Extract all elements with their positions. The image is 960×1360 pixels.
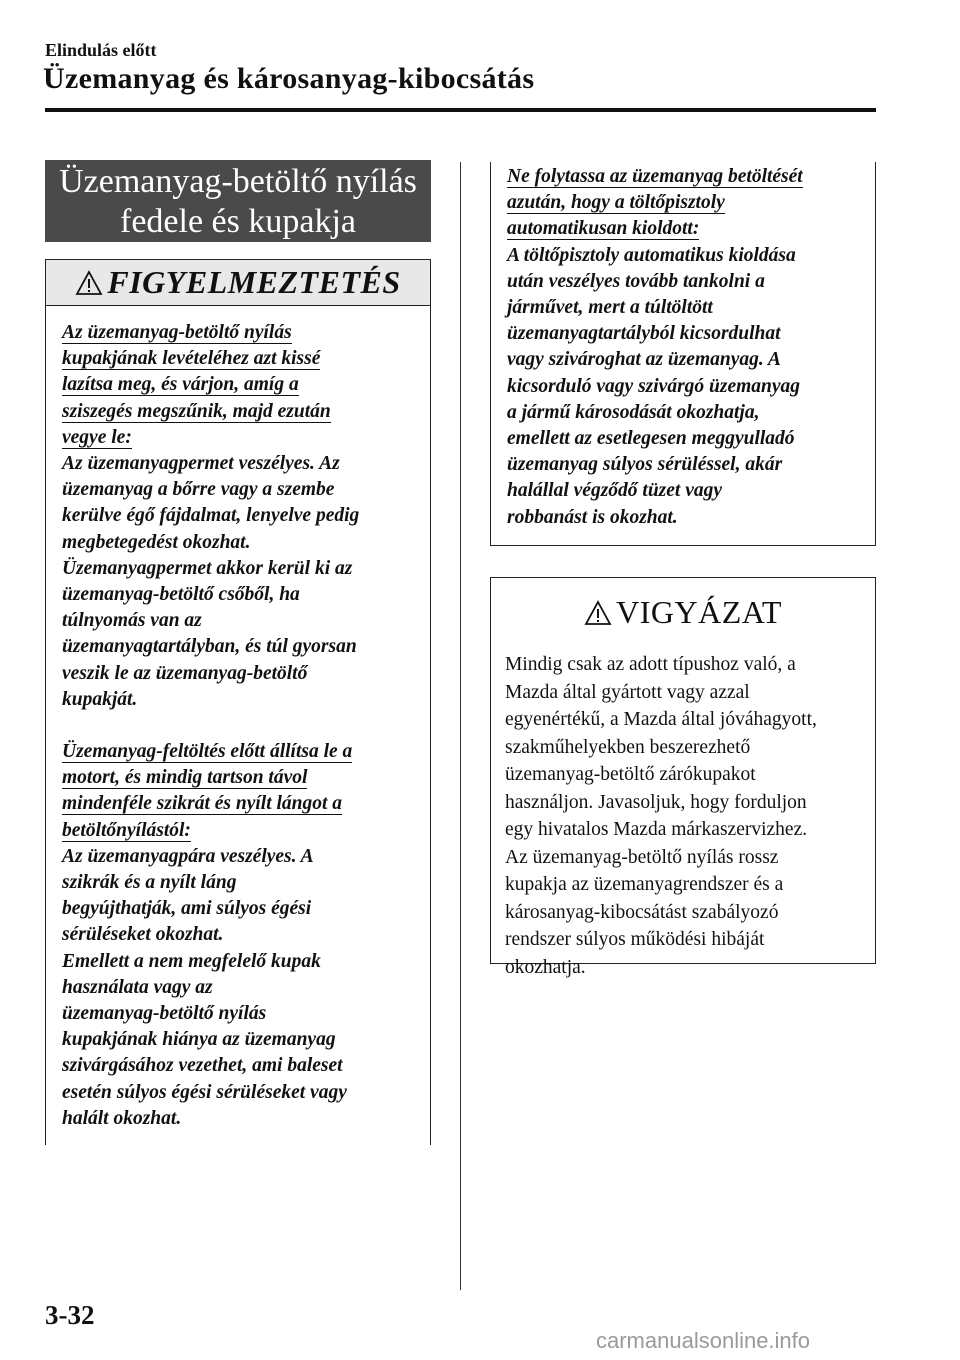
warning-text-line: halállal végződő tüzet vagy — [507, 480, 723, 502]
section-heading-line: fedele és kupakja — [120, 203, 356, 240]
warning-text-line: A töltőpisztoly automatikus kioldása — [507, 244, 796, 266]
watermark: carmanualsonline.info — [596, 1328, 811, 1353]
warning-text-line: Az üzemanyagpára veszélyes. A — [62, 845, 314, 867]
caution-text-line: üzemanyag-betöltő zárókupakot — [505, 764, 756, 785]
warning-text-line: a jármű károsodását okozhatja, — [507, 401, 760, 423]
page-title: Üzemanyag és károsanyag-kibocsátás — [43, 62, 535, 95]
warning-triangle-icon — [75, 270, 103, 296]
warning-heading-line: automatikusan kioldott: — [507, 218, 700, 240]
warning-heading-line: Üzemanyag-feltöltés előtt állítsa le a — [62, 741, 353, 763]
warning-text-line: halált okozhat. — [62, 1107, 182, 1129]
caution-text-line: Az üzemanyag-betöltő nyílás rossz — [505, 846, 779, 868]
warning-text-line: veszik le az üzemanyag-betöltő — [62, 662, 308, 684]
section-heading — [45, 160, 431, 242]
warning-body — [46, 306, 430, 1132]
caution-header — [491, 578, 875, 635]
caution-text-line: rendszer súlyos működési hibáját — [505, 929, 765, 950]
warning-text-line: üzemanyag súlyos sérüléssel, akár — [507, 454, 783, 476]
warning-text-line: Az üzemanyagpermet veszélyes. Az — [62, 453, 340, 475]
caution-text-line: egyenértékű, a Mazda által jóváhagyott, — [505, 709, 817, 730]
warning-triangle-icon — [584, 600, 612, 626]
warning-text-line: után veszélyes tovább tankolni a — [507, 270, 765, 292]
caution-box — [490, 577, 876, 978]
warning-text-line: kerülve égő fájdalmat, lenyelve pedig — [62, 505, 360, 527]
warning-header — [46, 260, 430, 306]
warning-text-line: kupakjának hiánya az üzemanyag — [62, 1029, 336, 1051]
warning-heading-line: vegye le: — [62, 426, 132, 448]
warning-heading-line: Ne folytassa az üzemanyag betöltését — [507, 166, 803, 187]
warning-text-line: üzemanyag a bőrre vagy a szembe — [62, 479, 335, 501]
caution-text-line: okozhatja. — [505, 956, 586, 978]
warning-heading-line: mindenféle szikrát és nyílt lángot a — [62, 793, 343, 815]
caution-text-line: Mazda által gyártott vagy azzal — [505, 681, 750, 703]
warning-heading-line: sziszegés megszűnik, majd ezután — [62, 400, 331, 422]
warning-heading-line: Az üzemanyag-betöltő nyílás — [62, 322, 292, 343]
warning-heading-line: betöltőnyílástól: — [62, 819, 191, 841]
warning-text-line: emellett az esetlegesen meggyulladó — [507, 428, 795, 450]
warning-text-line: vagy szivároghat az üzemanyag. A — [507, 349, 781, 371]
title-rule — [45, 108, 876, 112]
warning-text-line: robbanást is okozhat. — [507, 506, 678, 528]
warning-text-line: kicsorduló vagy szivárgó üzemanyag — [507, 375, 801, 397]
caution-body — [491, 635, 875, 981]
warning-heading-line: azután, hogy a töltőpisztoly — [507, 192, 725, 214]
warning-heading-line: lazítsa meg, és várjon, amíg a — [62, 374, 299, 396]
warning-text-line: esetén súlyos égési sérüléseket vagy — [62, 1081, 347, 1103]
warning-continued-box — [490, 162, 876, 546]
warning-text-line: begyújthatják, ami súlyos égési — [62, 898, 312, 920]
caution-text-line: kupakja az üzemanyagrendszer és a — [505, 874, 784, 895]
warning-heading-line: motort, és mindig tartson távol — [62, 767, 308, 789]
section-label: Elindulás előtt — [45, 40, 157, 60]
warning-text-line: szikrák és a nyílt láng — [62, 872, 237, 894]
warning-text-line: sérüléseket okozhat. — [62, 924, 224, 946]
warning-body — [491, 162, 875, 531]
caution-text-line: egy hivatalos Mazda márkaszervizhez. — [505, 819, 808, 840]
warning-text-line: járművet, mert a túltöltött — [507, 297, 713, 319]
warning-text-line: Üzemanyagpermet akkor kerül ki az — [62, 557, 353, 579]
warning-text-line: túlnyomás van az — [62, 610, 202, 632]
caution-label: VIGYÁZAT — [616, 594, 782, 630]
column-divider — [460, 162, 461, 1290]
warning-text-line: használata vagy az — [62, 976, 213, 998]
warning-text-line: szivárgásához vezethet, ami baleset — [62, 1055, 343, 1077]
caution-text-line: károsanyag-kibocsátást szabályozó — [505, 901, 779, 923]
warning-text-line: üzemanyag-betöltő nyílás — [62, 1003, 267, 1025]
warning-text-line: megbetegedést okozhat. — [62, 531, 251, 553]
warning-label: FIGYELMEZTETÉS — [107, 264, 401, 300]
warning-text-line: üzemanyag-betöltő csőből, ha — [62, 584, 300, 606]
warning-text-line: kupakját. — [62, 688, 138, 710]
caution-text-line: használjon. Javasoljuk, hogy forduljon — [505, 791, 807, 813]
page-number: 3-32 — [45, 1300, 95, 1330]
warning-box — [45, 259, 431, 1145]
warning-heading-line: kupakjának levételéhez azt kissé — [62, 348, 321, 370]
warning-text-line: Emellett a nem megfelelő kupak — [62, 950, 321, 972]
section-heading-line: Üzemanyag-betöltő nyílás — [59, 163, 417, 200]
warning-text-line: üzemanyagtartályban, és túl gyorsan — [62, 636, 357, 658]
warning-text-line: üzemanyagtartályból kicsordulhat — [507, 323, 781, 345]
caution-text-line: szakműhelyekben beszerezhető — [505, 736, 751, 758]
caution-text-line: Mindig csak az adott típushoz való, a — [505, 654, 796, 675]
